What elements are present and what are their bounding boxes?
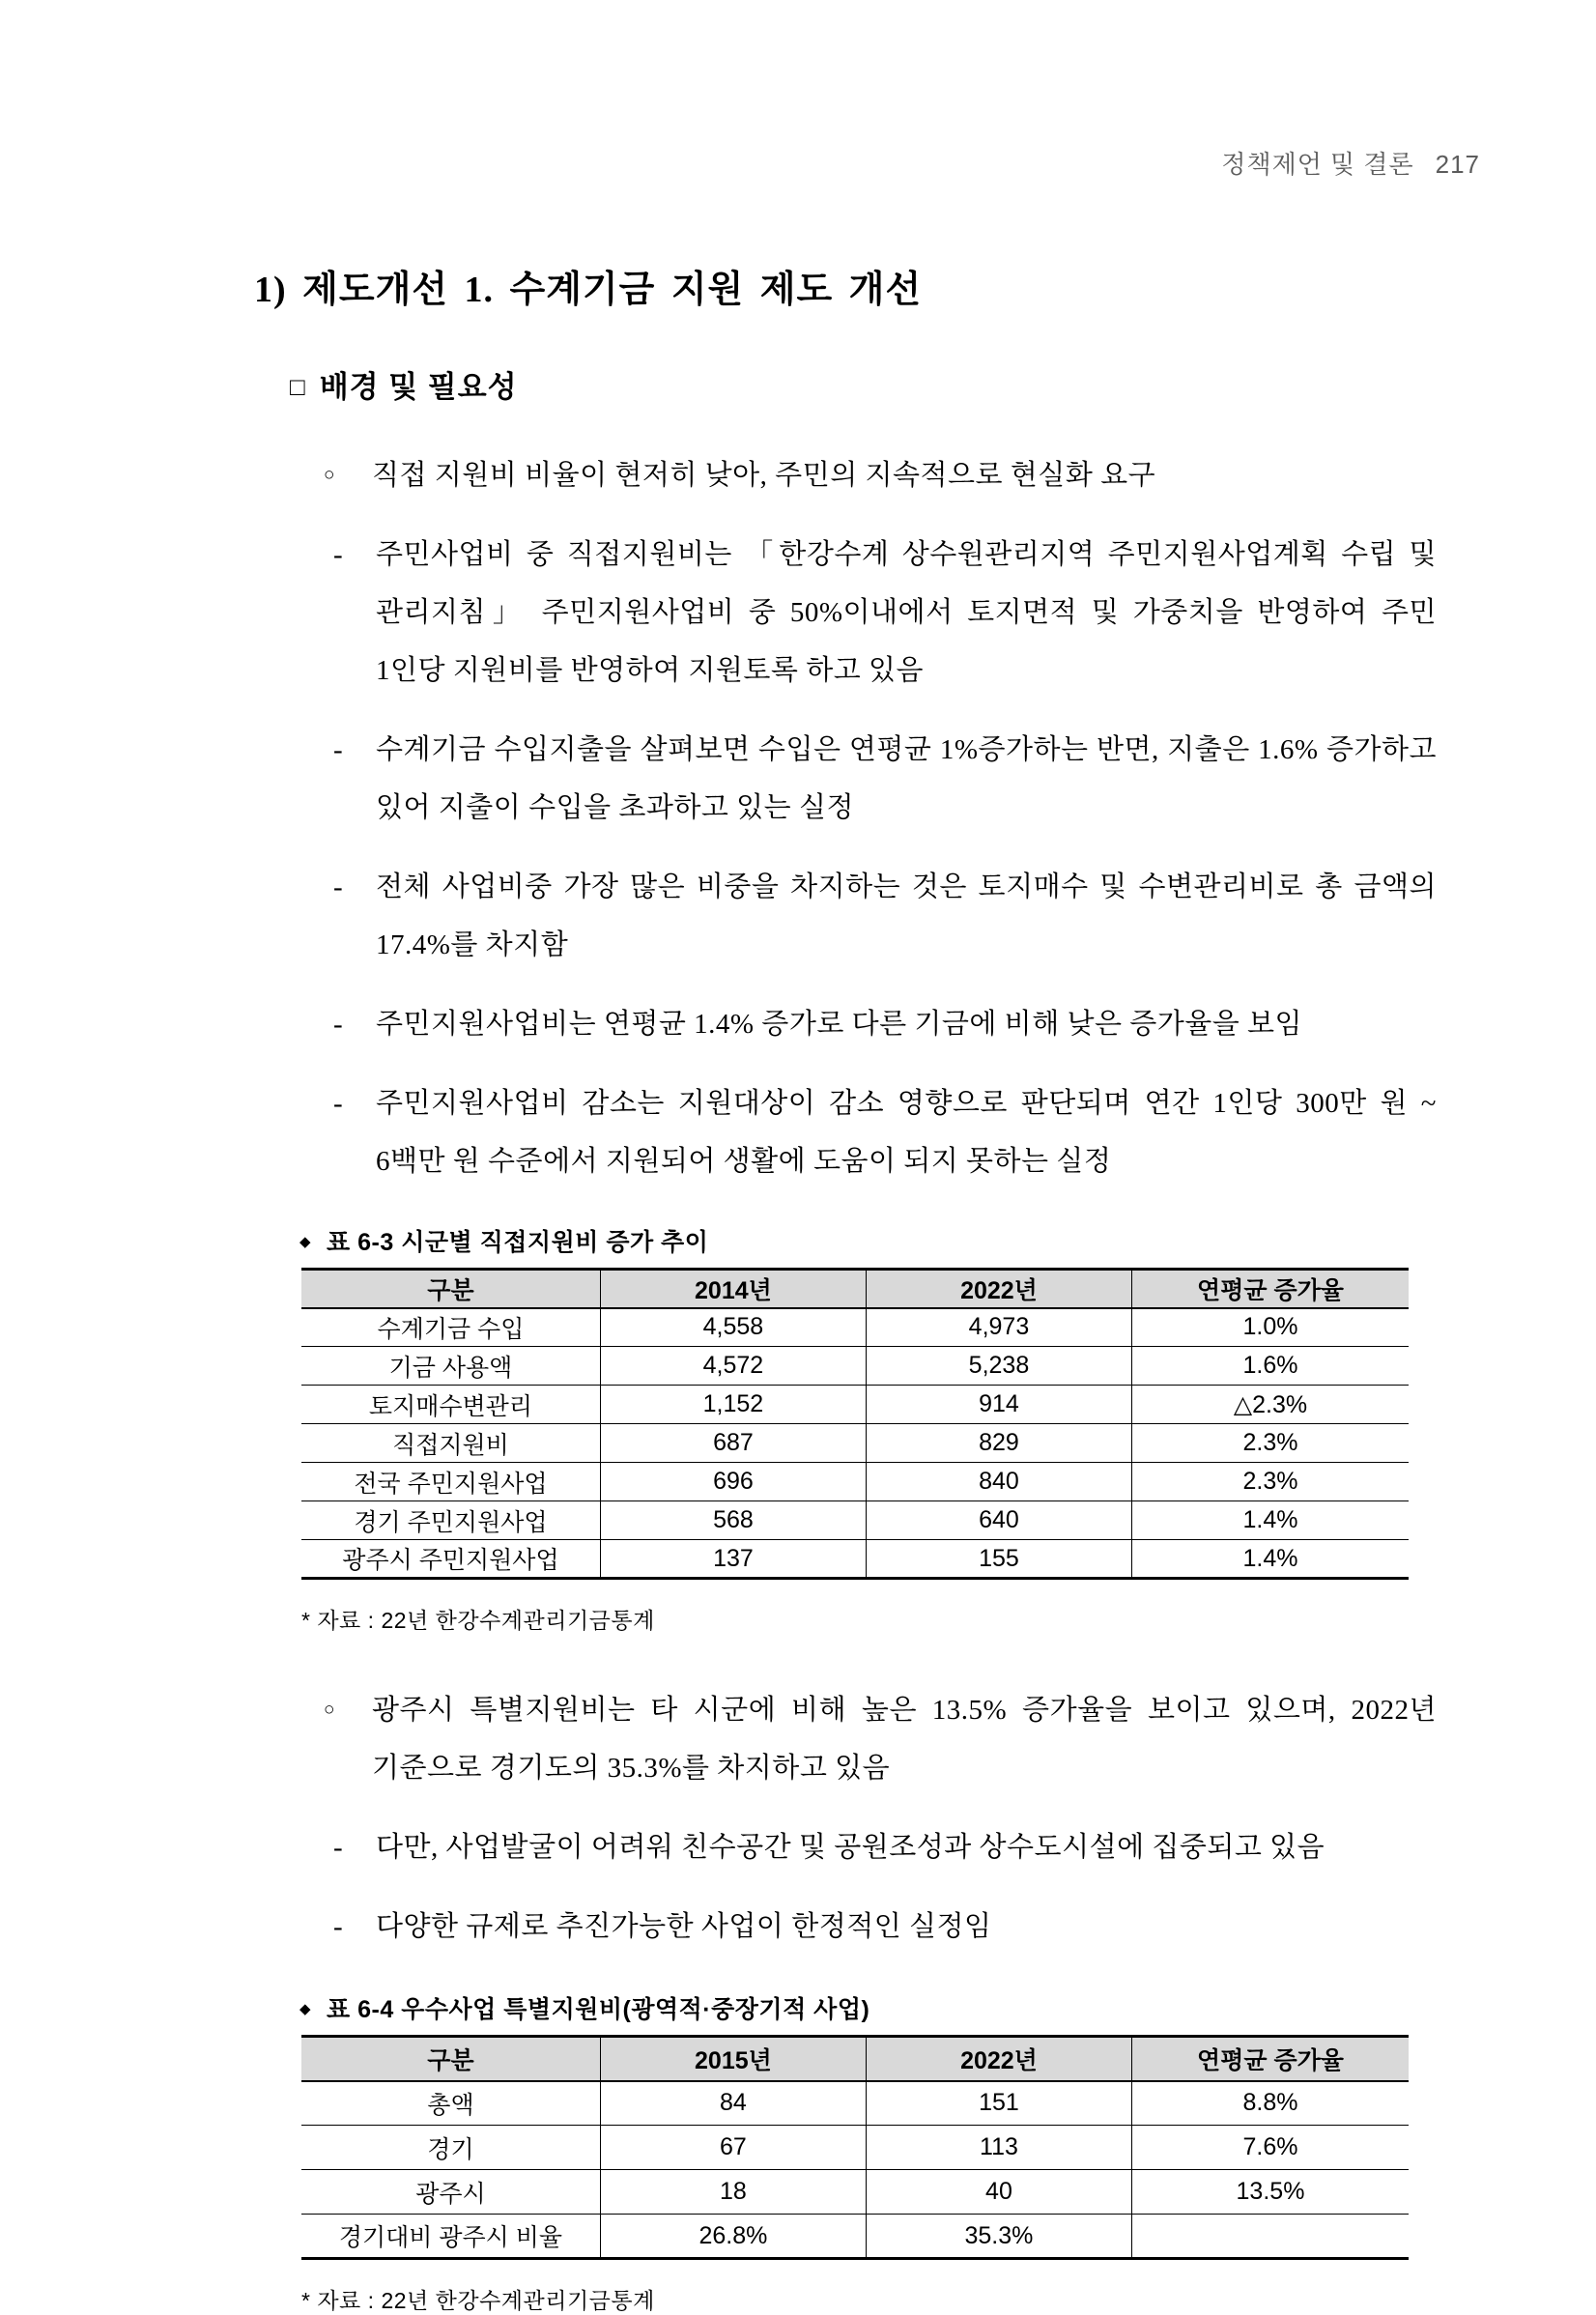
table-cell: 5,238 [866, 1347, 1131, 1386]
table-cell: 568 [600, 1501, 866, 1540]
table-caption-text: 표 6-3 시군별 직접지원비 증가 추이 [327, 1229, 709, 1256]
table-cell: 경기대비 광주시 비율 [301, 2215, 600, 2259]
circle-bullet-icon: ○ [324, 465, 335, 485]
list-item [324, 721, 1437, 837]
table-row [301, 1308, 1409, 1347]
table-cell: 경기 주민지원사업 [301, 1501, 600, 1540]
table-cell: 640 [866, 1501, 1131, 1540]
table-row [301, 1424, 1409, 1463]
table-cell: 151 [866, 2081, 1131, 2126]
table-cell: 67 [600, 2126, 866, 2170]
circle-bullet-icon: ○ [324, 1700, 335, 1720]
table-cell: 1.4% [1131, 1501, 1409, 1540]
table-row [301, 1386, 1409, 1424]
table-cell: 7.6% [1131, 2126, 1409, 2170]
table-cell: 13.5% [1131, 2170, 1409, 2215]
list-item [324, 1074, 1437, 1190]
column-header: 구분 [301, 2037, 600, 2081]
list-item-text: 직접 지원비 비율이 현저히 낮아, 주민의 지속적으로 현실화 요구 [372, 460, 1156, 491]
page-title: 1) 제도개선 1. 수계기금 지원 제도 개선 [254, 270, 923, 310]
table-row [301, 1501, 1409, 1540]
table-cell: 기금 사용액 [301, 1347, 600, 1386]
square-bullet-icon: □ [290, 372, 306, 401]
bullet-group-2 [324, 1681, 1437, 1956]
table-source-note: * 자료 : 22년 한강수계관리기금통계 [301, 1608, 655, 1633]
table-cell: 광주시 [301, 2170, 600, 2215]
table-row [301, 2081, 1409, 2126]
table-cell: 전국 주민지원사업 [301, 1463, 600, 1501]
table-cell: 4,572 [600, 1347, 866, 1386]
column-header: 연평균 증가율 [1131, 1270, 1409, 1308]
list-item [324, 1898, 1437, 1956]
table-cell: 광주시 주민지원사업 [301, 1540, 600, 1579]
list-item [324, 995, 1437, 1053]
list-item-text: 주민지원사업비 감소는 지원대상이 감소 영향으로 판단되며 연간 1인당 300만 원 ~ 6백만 원 수준에서 지원되어 생활에 도움이 되지 못하는 실정 [376, 1088, 1437, 1177]
table-cell: 토지매수변관리 [301, 1386, 600, 1424]
table-cell [1131, 2215, 1409, 2259]
table-caption [299, 1990, 1596, 2025]
table-direct-support [301, 1268, 1409, 1580]
list-item-text: 다만, 사업발굴이 어려워 친수공간 및 공원조성과 상수도시설에 집중되고 있음 [376, 1832, 1325, 1863]
section-heading-label: 배경 및 필요성 [319, 370, 518, 404]
dash-bullet-icon: - [333, 734, 343, 765]
list-item-text: 주민지원사업비는 연평균 1.4% 증가로 다른 기금에 비해 낮은 증가율을 보임 [376, 1009, 1303, 1040]
diamond-bullet-icon: ◆ [299, 1234, 312, 1250]
table-cell: 35.3% [866, 2215, 1131, 2259]
column-header: 2022년 [866, 1270, 1131, 1308]
list-item [324, 526, 1437, 700]
list-item [324, 1818, 1437, 1876]
table-row [301, 1463, 1409, 1501]
list-item [324, 858, 1437, 974]
table-source-note: * 자료 : 22년 한강수계관리기금통계 [301, 2288, 655, 2313]
table-cell: 26.8% [600, 2215, 866, 2259]
table-cell: 1.6% [1131, 1347, 1409, 1386]
table-cell: 18 [600, 2170, 866, 2215]
table-cell: 4,558 [600, 1308, 866, 1347]
table-cell: 직접지원비 [301, 1424, 600, 1463]
list-item [324, 1681, 1437, 1797]
table-cell: 84 [600, 2081, 866, 2126]
table-caption-text: 표 6-4 우수사업 특별지원비(광역적·중장기적 사업) [327, 1996, 870, 2023]
page-number: 217 [1435, 150, 1480, 179]
running-head-text: 정책제언 및 결론 [1221, 150, 1414, 179]
table-row [301, 2126, 1409, 2170]
table-cell: △2.3% [1131, 1386, 1409, 1424]
table-cell: 2.3% [1131, 1463, 1409, 1501]
table-cell: 696 [600, 1463, 866, 1501]
table-caption [299, 1223, 1596, 1258]
table-cell: 경기 [301, 2126, 600, 2170]
dash-bullet-icon: - [333, 1009, 343, 1040]
table-cell: 2.3% [1131, 1424, 1409, 1463]
dash-bullet-icon: - [333, 1911, 343, 1942]
table-cell: 113 [866, 2126, 1131, 2170]
bullet-group-1 [324, 446, 1437, 1190]
list-item-text: 주민사업비 중 직접지원비는 「한강수계 상수원관리지역 주민지원사업계획 수립 및 관리지침」 주민지원사업비 중 50%이내에서 토지면적 및 가중치을 반영하여 주민 1인당 지원비를 반영하여 지원토록 하고 있음 [376, 539, 1437, 686]
running-header [1221, 145, 1480, 181]
dash-bullet-icon: - [333, 872, 343, 902]
table-cell: 8.8% [1131, 2081, 1409, 2126]
list-item [324, 446, 1437, 504]
table-row [301, 2215, 1409, 2259]
table-cell: 총액 [427, 2091, 474, 2119]
table-row [301, 1347, 1409, 1386]
table-header-row [301, 2037, 1409, 2081]
table-cell: 1.4% [1131, 1540, 1409, 1579]
table-special-support [301, 2035, 1409, 2260]
table-cell: 40 [866, 2170, 1131, 2215]
column-header: 연평균 증가율 [1131, 2037, 1409, 2081]
list-item-text: 전체 사업비중 가장 많은 비중을 차지하는 것은 토지매수 및 수변관리비로 총 금액의 17.4%를 차지함 [376, 872, 1437, 960]
dash-bullet-icon: - [333, 1832, 343, 1863]
table-cell: 1.0% [1131, 1308, 1409, 1347]
diamond-bullet-icon: ◆ [299, 2001, 312, 2017]
list-item-text: 수계기금 수입지출을 살펴보면 수입은 연평균 1%증가하는 반면, 지출은 1.6% 증가하고 있어 지출이 수입을 초과하고 있는 실정 [376, 734, 1437, 823]
table-cell: 914 [866, 1386, 1131, 1424]
table-cell: 155 [866, 1540, 1131, 1579]
table-row [301, 1540, 1409, 1579]
section-heading [290, 362, 1596, 406]
dash-bullet-icon: - [333, 539, 343, 570]
column-header: 2022년 [866, 2037, 1131, 2081]
column-header: 구분 [301, 1270, 600, 1308]
list-item-text: 다양한 규제로 추진가능한 사업이 한정적인 실정임 [376, 1911, 992, 1942]
table-cell: 829 [866, 1424, 1131, 1463]
table-cell: 840 [866, 1463, 1131, 1501]
column-header: 2014년 [600, 1270, 866, 1308]
list-item-text: 광주시 특별지원비는 타 시군에 비해 높은 13.5% 증가율을 보이고 있으며, 2022년 기준으로 경기도의 35.3%를 차지하고 있음 [372, 1695, 1437, 1784]
table-cell: 687 [600, 1424, 866, 1463]
table-cell: 137 [600, 1540, 866, 1579]
table-cell: 4,973 [866, 1308, 1131, 1347]
table-header-row [301, 1270, 1409, 1308]
table-row [301, 2170, 1409, 2215]
table-cell: 수계기금 수입 [377, 1315, 525, 1343]
column-header: 2015년 [600, 2037, 866, 2081]
table-cell: 1,152 [600, 1386, 866, 1424]
dash-bullet-icon: - [333, 1088, 343, 1119]
